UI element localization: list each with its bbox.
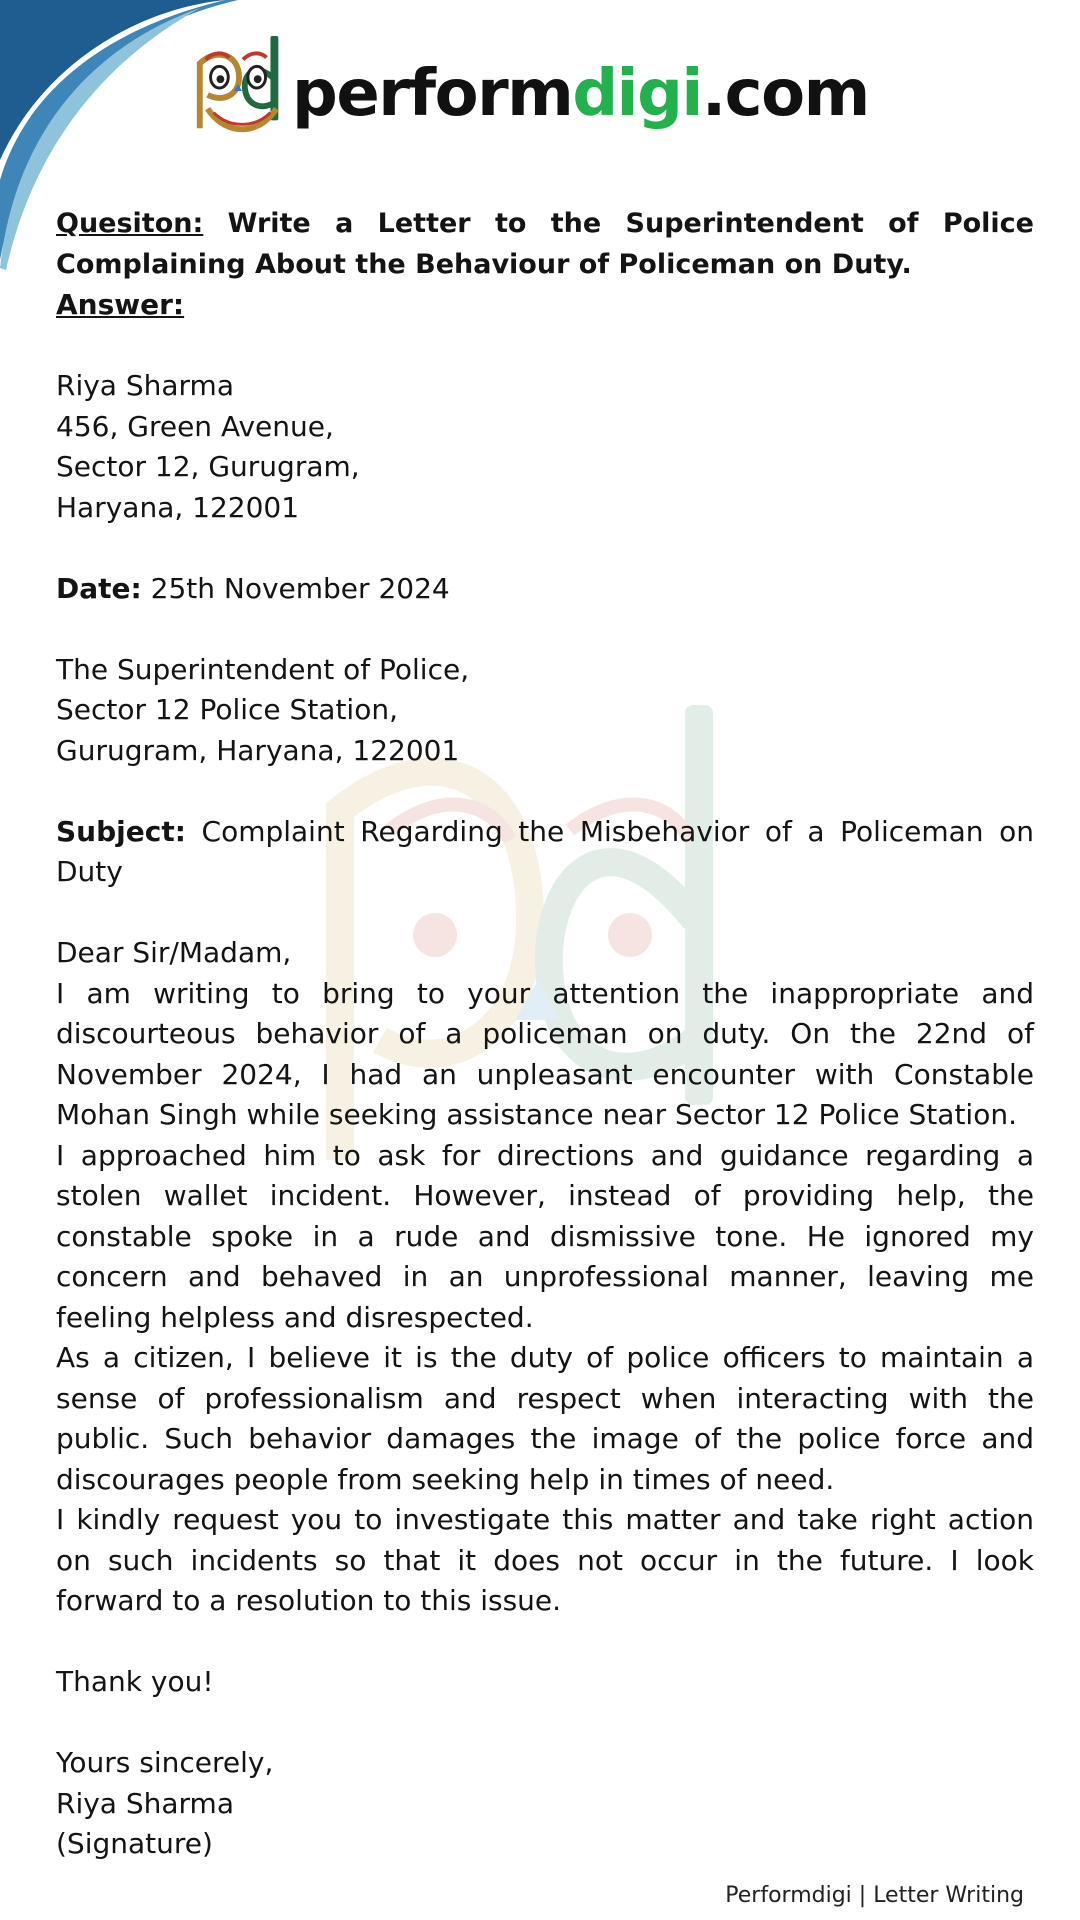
- brand-wordmark: [292, 57, 869, 131]
- footer-credit: Performdigi | Letter Writing: [725, 1883, 1024, 1908]
- body-paragraph: As a citizen, I believe it is the duty of police officers to maintain a sense of professionalism and respect when interacting with the public. Such behavior damages the image of the police force and discourages people from seeking help in times of need.: [56, 1341, 1034, 1496]
- subject-value: Complaint Regarding the Misbehavior of a Policeman on Duty: [56, 814, 1034, 888]
- closing-name: Riya Sharma: [56, 1786, 234, 1820]
- question-body: Write a Letter to the Superintendent of Police Complaining About the Behaviour of Policeman on Duty.: [56, 208, 1034, 280]
- signature-line: (Signature): [56, 1827, 213, 1860]
- body-paragraph: I approached him to ask for directions and guidance regarding a stolen wallet incident. However, instead of providing help, the constable spoke in a rude and dismissive tone. He ignored my concern and behaved in an unprofessional manner, leaving me feeling helpless and disrespected.: [56, 1138, 1034, 1334]
- body-paragraph: I kindly request you to investigate this matter and take right action on such incidents so that it does not occur in the future. I look forward to a resolution to this issue.: [56, 1503, 1034, 1617]
- brand-suffix: .com: [701, 57, 869, 131]
- brand-highlight: digi: [572, 57, 702, 131]
- recipient-line: Gurugram, Haryana, 122001: [56, 733, 460, 767]
- brand-prefix: perform: [292, 57, 573, 131]
- date-line: [56, 569, 1034, 610]
- sender-address-line: 456, Green Avenue,: [56, 409, 334, 443]
- valediction: Yours sincerely,: [56, 1746, 274, 1779]
- thanks-line: Thank you!: [56, 1665, 214, 1698]
- sender-name: Riya Sharma: [56, 369, 234, 402]
- sender-address-line: Haryana, 122001: [56, 490, 300, 524]
- date-label: Date:: [56, 571, 142, 605]
- date-value: 25th November 2024: [150, 571, 450, 605]
- recipient-line: Sector 12 Police Station,: [56, 693, 398, 726]
- question-label: Quesiton:: [56, 208, 204, 239]
- question-text: [56, 204, 1034, 285]
- recipient-line: The Superintendent of Police,: [56, 652, 470, 686]
- subject-label: Subject:: [56, 814, 186, 848]
- sender-address-line: Sector 12, Gurugram,: [56, 450, 360, 483]
- subject-line: [56, 812, 1034, 893]
- pd-face-logo-icon: [188, 32, 296, 144]
- answer-label: Answer:: [56, 288, 185, 321]
- letter-content: [56, 204, 1034, 1865]
- salutation: Dear Sir/Madam,: [56, 936, 292, 969]
- body-paragraph: I am writing to bring to your attention the inappropriate and discourteous behavior of a policeman on duty. On the 22nd of November 2024, I had an unpleasant encounter with Constable Mohan Singh while seeking assistance near Sector 12 Police Station.: [56, 976, 1034, 1131]
